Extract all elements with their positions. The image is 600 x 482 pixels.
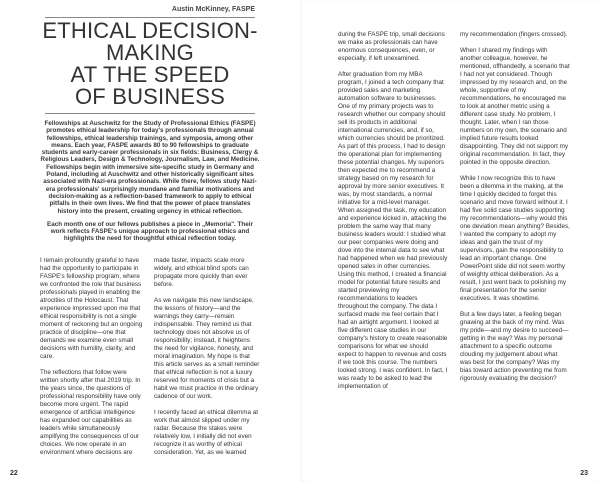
body-paragraph: But a few days later, a feeling began gnawing at the back of my mind. Was my pride—and my desire to succeed—getting in the way? Was my personal attachment to a specific outcome clouding my judgement about what was best for the company? Was my bias toward action preventing me from rigorously evaluating the decision? — [460, 311, 569, 382]
article-title — [40, 20, 260, 108]
body-paragraph: After graduation from my MBA program, I joined a tech company that provided sales and marketing automation software to businesses. One of my primary projects was to research whether our company should sell its products in additional international currencies, and, if so, which currencies should be prioritized. As part of this process, I had to design the operational plan for implementing these potential changes. My superiors then expected me to recommend a strategy based on my research for approval by more senior executives. It was, by most standards, a normal initiative for a mid-level manager. When assigned the task, my education and experience kicked in, attacking the problem the same way that many business leaders would: I studied what our peer companies were doing and dove into the internal data to see what had happened when we had previously opened sales in other currencies. Using this method, I created a financial model for potential future results and started previewing my recommendations to leaders throughout the company. The data I surfaced made me feel certain that I had an airtight argument. I looked at five different case studies in our company's history to create reasonable comparisons for what we should expect to happen to revenue and costs if we took this course. The numbers looked strong. I was confident. In fact, I was ready to be asked to lead the implementation of — [338, 71, 448, 390]
body-paragraph: my recommendation (fingers crossed). — [460, 31, 568, 38]
intro-paragraph: Fellowships at Auschwitz for the Study of Professional Ethics (FASPE) promotes ethical leadership for today's professionals through annual fellowships, ethical leadership trainings, and symposia, among other means. Each year, FASPE awards 80 to 90 fellowships to graduate students and early-career professionals in six fields: Business, Clergy & Religious Leaders, Design & Technology, Journalism, Law, and Medicine. Fellowships begin with immersive site-specific study in Germany and Poland, including at Auschwitz and other historically significant sites associated with Nazi-era professionals. While there, fellows study Nazi-era professionals' surprisingly mundane and familiar motivations and decision-making as a reflection-based framework to apply to ethical pitfalls in their own lives. We find that the power of place translates history into the present, creating urgency in ethical reflection. — [40, 120, 260, 215]
body-paragraph: made faster, impacts scale more widely, and ethical blind spots can propagate more quickly than ever before. — [154, 256, 249, 288]
body-paragraph: I recently faced an ethical dilemma at work that almost slipped under my radar. Because the stakes were relatively low, I initially did not even recognize it as worthy of ethical consideration. Yet, as we learned — [154, 408, 258, 456]
title-line: OF BUSINESS — [74, 84, 226, 109]
left-column-2 — [154, 257, 260, 465]
body-paragraph: When I shared my findings with another colleague, however, he mentioned, offhandedly, a scenario that I had not yet considered. Though impressed by my research and, on the whole, supportive of my recommendations, he encouraged me to look at another metric using a different case study. No problem, I thought. Later, when I ran those numbers on my own, the scenario and implied future results looked disappointing. They did not support my original recommendation. In fact, they pointed in the opposite direction. — [460, 47, 570, 166]
right-page — [300, 0, 600, 482]
body-paragraph: As we navigate this new landscape, the lessons of history—and the warnings they carry—remain indispensable. They remind us that technology does not absolve us of responsibility; instead, it heightens the need for vigilance, honesty, and moral imagination. My hope is that this article serves as a small reminder that ethical reflection is not a luxury reserved for moments of crisis but a habit we must practice in the ordinary cadence of our work. — [154, 296, 260, 400]
author-byline: Austin McKinney, FASPE — [171, 6, 255, 13]
page-number: 22 — [10, 469, 18, 477]
left-column-1 — [40, 257, 146, 465]
body-paragraph: during the FASPE trip, small decisions we make as professionals can have enormous consequences, even, or especially, if left unexamined. — [338, 31, 445, 62]
right-column-1 — [338, 31, 448, 399]
title-rule — [45, 113, 255, 114]
body-paragraph: I remain profoundly grateful to have had the opportunity to participate in FASPE's fellowship program, where we confronted the role that business professionals played in enabling the atrocities of the Holocaust. That experience impressed upon me that ethical responsibility is not a single moment of reckoning but an ongoing practice of discipline—one that demands we examine even small decisions with humility, clarity, and care. — [40, 256, 143, 360]
intro-memoria-paragraph: Each month one of our fellows publishes a piece in „Memoria". Their work reflects FASPE's unique approach to professional ethics and highlights the need for thoughtful ethical reflection today. — [47, 220, 253, 243]
right-column-2 — [460, 31, 570, 399]
title-line: ETHICAL DECISION-MAKING — [42, 18, 258, 65]
title-line: AT THE SPEED — [70, 62, 230, 87]
body-paragraph: The reflections that follow were written shortly after that 2019 trip. In the years since, the questions of professional responsibility have only become more urgent. The rapid emergence of artificial intelligence has expanded our capabilities as leaders while simultaneously amplifying the consequences of our choices. We now operate in an environment where decisions are — [40, 368, 141, 456]
left-page-columns — [40, 257, 260, 465]
page-number: 23 — [580, 469, 588, 477]
body-paragraph: While I now recognize this to have been a dilemma in the making, at the time I quickly decided to forget this scenario and move forward without it. I had five solid case studies supporting my recommendations—why would this one deviation mean anything? Besides, I wanted the company to adopt my ideas and gain the trust of my supervisors, gain the responsibility to lead an important change. One PowerPoint slide did not seem worthy of weighty ethical deliberation. As a result, I just went back to polishing my final presentation for the senior executives. It was showtime. — [460, 175, 570, 302]
right-page-columns — [338, 31, 570, 399]
